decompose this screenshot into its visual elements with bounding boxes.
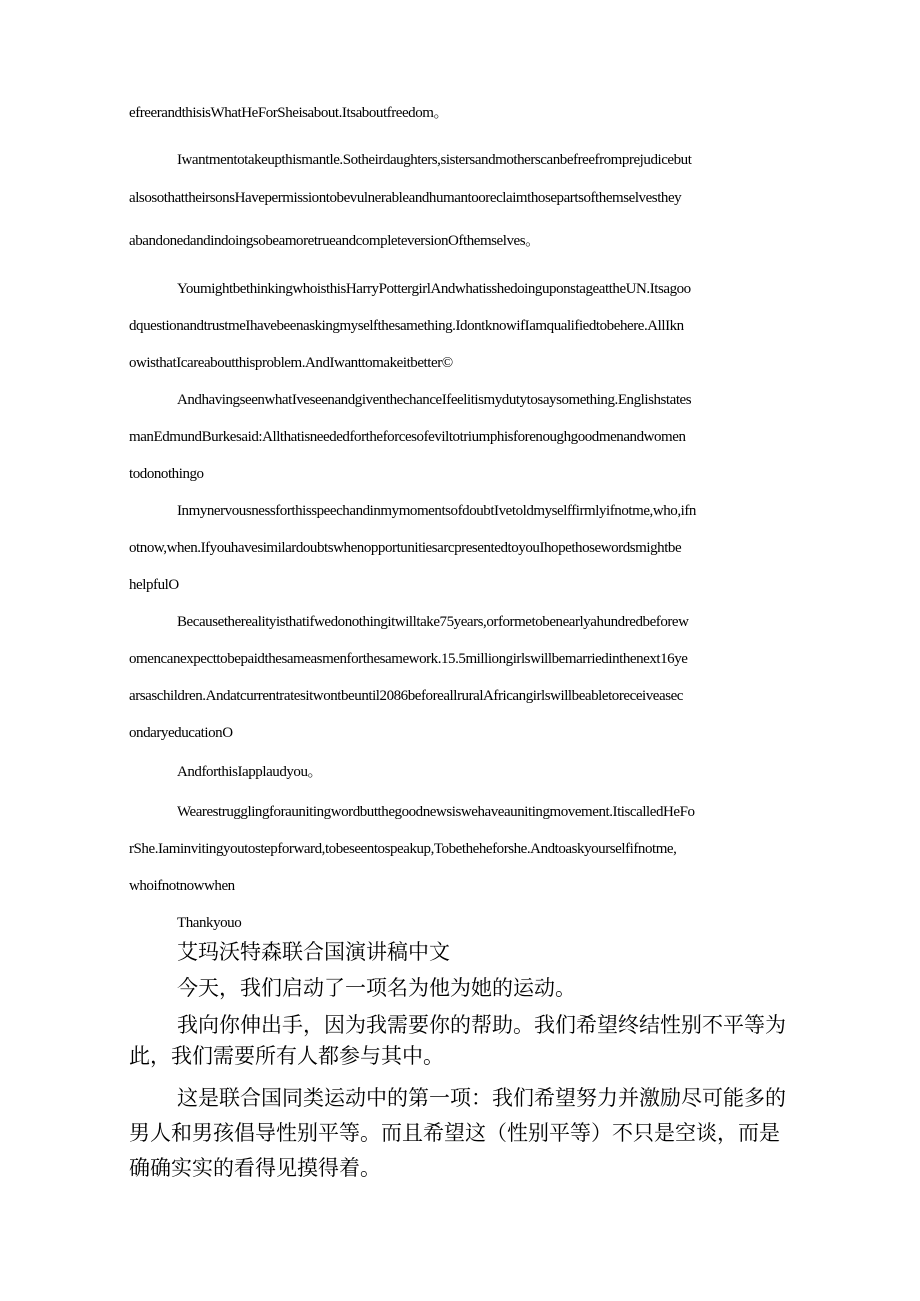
chinese-title: 艾玛沃特森联合国演讲稿中文	[177, 940, 450, 964]
text-line: Iwantmentotakeupthismantle.Sotheirdaughters,sistersandmotherscanbefreefromprejudicebut	[177, 152, 692, 168]
text-line: efreerandthisisWhatHeForSheisabout.Itsaboutfreedom。	[129, 105, 449, 121]
text-line: owisthatIcareaboutthisproblem.AndIwanttomakeitbetter©	[129, 355, 453, 371]
text-line: Wearestrugglingforaunitingwordbutthegoodnewsiswehaveaunitingmovement.ItiscalledHeFo	[177, 804, 695, 820]
chinese-line: 此，我们需要所有人都参与其中。	[129, 1044, 444, 1068]
text-line: InmynervousnessforthisspeechandinmymomentsofdoubtIvetoldmyselffirmlyifnotme,who,ifn	[177, 503, 696, 519]
text-line: todonothingo	[129, 466, 204, 482]
text-line: AndforthisIapplaudyou。	[177, 764, 323, 780]
text-line: helpfulO	[129, 577, 179, 593]
text-line: dquestionandtrustmeIhavebeenaskingmyselfthesamething.IdontknowifIamqualifiedtobehere.AllIkn	[129, 318, 684, 334]
text-line: ondaryeducationO	[129, 725, 233, 741]
text-line: AndhavingseenwhatIveseenandgiventhechanceIfeelitismydutytosaysomething.Englishstates	[177, 392, 692, 408]
text-line: abandonedandindoingsobeamoretrueandcompleteversionOfthemselves。	[129, 233, 540, 249]
text-line: manEdmundBurkesaid:Allthatisneededfortheforcesofeviltotriumphisforenoughgoodmenandwomen	[129, 429, 686, 445]
text-line: rShe.Iaminvitingyoutostepforward,tobeseentospeakup,Tobetheheforshe.Andtoaskyourselfifnotme,	[129, 841, 677, 857]
chinese-line: 这是联合国同类运动中的第一项：我们希望努力并激励尽可能多的	[177, 1086, 786, 1110]
chinese-line: 确确实实的看得见摸得着。	[129, 1156, 381, 1180]
chinese-line: 今天，我们启动了一项名为他为她的运动。	[177, 976, 576, 1000]
text-line: YoumightbethinkingwhoisthisHarryPottergirlAndwhatisshedoinguponstageattheUN.Itsagoo	[177, 281, 691, 297]
chinese-line: 男人和男孩倡导性别平等。而且希望这（性别平等）不只是空谈，而是	[129, 1121, 780, 1145]
text-line: omencanexpecttobepaidthesameasmenforthesamework.15.5milliongirlswillbemarriedinthenext16ye	[129, 651, 688, 667]
text-line: arsaschildren.Andatcurrentratesitwontbeuntil2086beforeallruralAfricangirlswillbeabletoreceiveasec	[129, 688, 684, 704]
text-line: otnow,when.IfyouhavesimilardoubtswhenopportunitiesarcpresentedtoyouIhopethosewordsmightbe	[129, 540, 682, 556]
text-line: Becausetherealityisthatifwedonothingitwilltake75years,orformetobenearlyahundredbeforew	[177, 614, 689, 630]
chinese-line: 我向你伸出手，因为我需要你的帮助。我们希望终结性别不平等为	[177, 1013, 786, 1037]
text-line: whoifnotnowwhen	[129, 878, 235, 894]
text-line: Thankyouo	[177, 915, 242, 931]
text-line: alsosothattheirsonsHavepermissiontobevulnerableandhumantooreclaimthosepartsofthemselvesthey	[129, 190, 682, 206]
